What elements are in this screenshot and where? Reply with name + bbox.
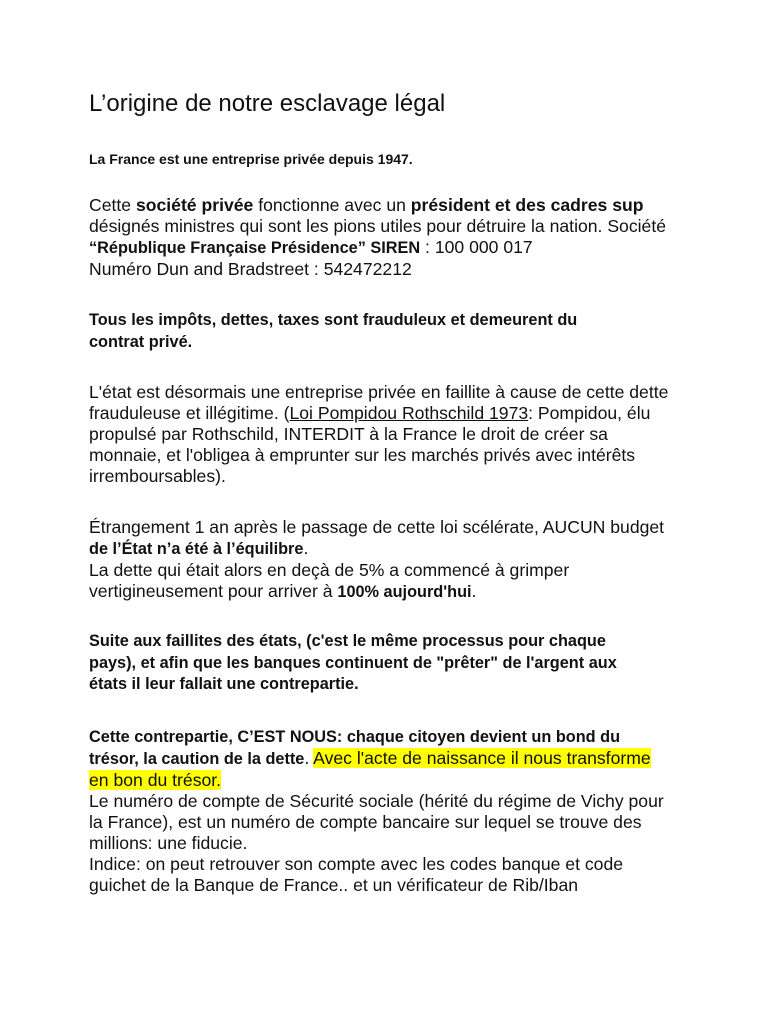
paragraph-line (89, 770, 664, 791)
paragraph-line: Cette société privée fonctionne avec un président et des cadres sup (89, 195, 644, 215)
paragraph-line: trésor, la caution de la dette. Avec l'acte de naissance il nous transforme (89, 748, 651, 768)
page-title: L’origine de notre esclavage légal (89, 90, 446, 117)
paragraph-counterpart (89, 726, 664, 896)
paragraph-line: Indice: on peut retrouver son compte avec les codes banque et code (89, 854, 624, 874)
paragraph-line: millions: une fiducie. (89, 833, 248, 853)
law-link[interactable]: Loi Pompidou Rothschild 1973 (289, 403, 529, 423)
paragraph-line: Numéro Dun and Bradstreet : 542472212 (89, 259, 412, 279)
paragraph-line: frauduleuse et illégitime. (Loi Pompidou Rothschild 1973: Pompidou, élu (89, 403, 651, 423)
paragraph-taxes (89, 310, 577, 353)
page-subtitle: La France est une entreprise privée depuis 1947. (89, 151, 413, 167)
paragraph-line: de l’État n’a été à l’équilibre. (89, 538, 309, 558)
highlighted-text: Avec l'acte de naissance il nous transforme (313, 748, 651, 768)
paragraph-line: Étrangement 1 an après le passage de cette loi scélérate, AUCUN budget (89, 517, 665, 537)
paragraph-line: La dette qui était alors en deçà de 5% a commencé à grimper (89, 560, 570, 580)
paragraph-line: guichet de la Banque de France.. et un vérificateur de Rib/Iban (89, 875, 579, 895)
paragraph-line: Tous les impôts, dettes, taxes sont frauduleux et demeurent du (89, 311, 578, 329)
paragraph-line: irremboursables). (89, 466, 226, 486)
paragraph-line: L'état est désormais une entreprise privée en faillite à cause de cette dette (89, 382, 669, 402)
paragraph-line: Suite aux faillites des états, (c'est le même processus pour chaque (89, 632, 606, 650)
paragraph-bankruptcy (89, 631, 617, 696)
paragraph-line: désignés ministres qui sont les pions utiles pour détruire la nation. Société (89, 216, 667, 236)
paragraph-company (89, 195, 666, 280)
paragraph-line: Le numéro de compte de Sécurité sociale (hérité du régime de Vichy pour (89, 791, 664, 811)
paragraph-line: Cette contrepartie, C’EST NOUS: chaque citoyen devient un bond du (89, 728, 621, 746)
paragraph-budget (89, 517, 664, 603)
paragraph-line: propulsé par Rothschild, INTERDIT à la France le droit de créer sa (89, 424, 608, 444)
paragraph-state (89, 382, 668, 487)
paragraph-line: états il leur fallait une contrepartie. (89, 675, 359, 693)
highlighted-text: en bon du trésor. (89, 770, 222, 790)
paragraph-line: monnaie, et l'obligea à emprunter sur les marchés privés avec intérêts (89, 445, 636, 465)
paragraph-line: contrat privé. (89, 332, 193, 351)
paragraph-line: “République Française Présidence” SIREN : 100 000 017 (89, 237, 533, 257)
paragraph-line: pays), et afin que les banques continuent de "prêter" de l'argent aux (89, 653, 617, 672)
paragraph-line: la France), est un numéro de compte bancaire sur lequel se trouve des (89, 812, 642, 832)
paragraph-line: vertigineusement pour arriver à 100% aujourd'hui. (89, 581, 477, 601)
